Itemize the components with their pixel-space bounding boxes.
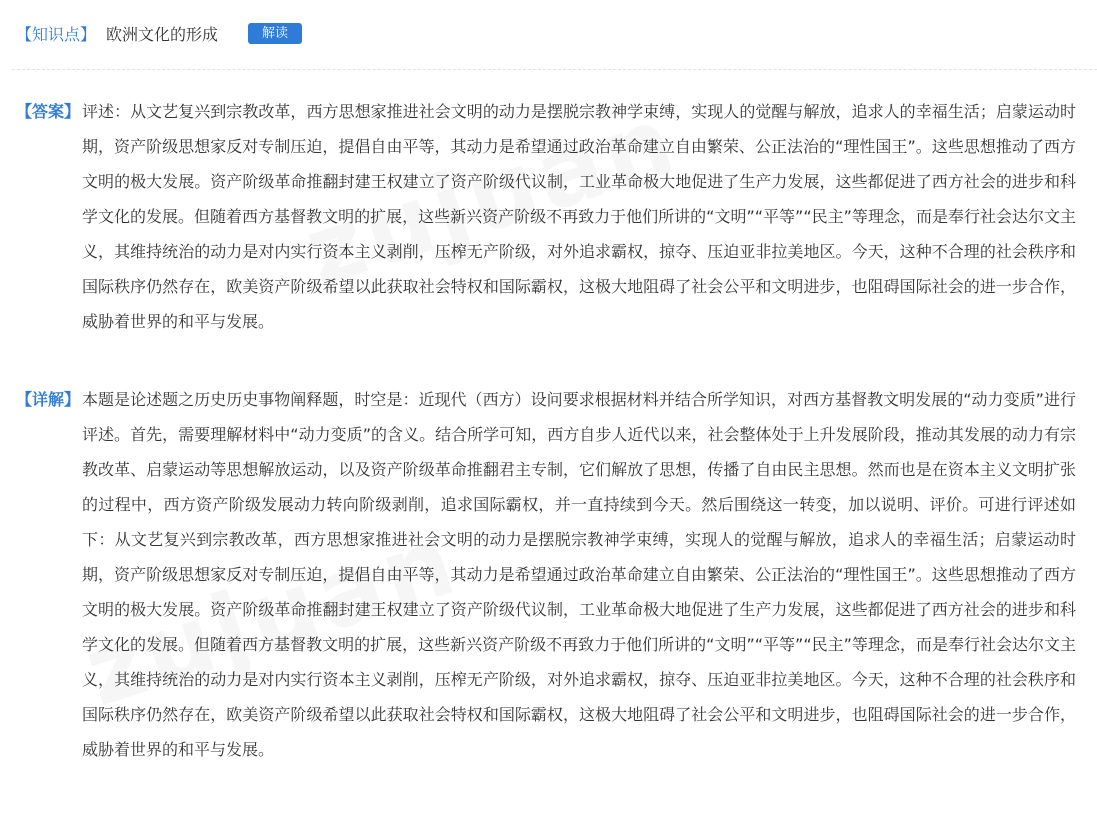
divider (12, 69, 1097, 70)
knowledge-point-tag: 【知识点】 (16, 24, 97, 44)
answer-section (16, 94, 1076, 339)
knowledge-point-link[interactable]: 欧洲文化的形成 (106, 24, 219, 44)
interpret-button[interactable]: 解读 (248, 23, 302, 44)
explanation-text: 本题是论述题之历史历史事物阐释题，时空是：近现代（西方）设问要求根据材料并结合所学知识，对西方基督教文明发展的“动力变质”进行评述。首先，需要理解材料中“动力变质”的含义。结合所学可知，西方自步人近代以来，社会整体处于上升发展阶段，推动其发展的动力有宗教改革、启蒙运动等思想解放运动，以及资产阶级革命推翻君主专制，它们解放了思想，传播了自由民主思想。然而也是在资本主义文明扩张的过程中，西方资产阶级发展动力转向阶级剥削，追求国际霸权，并一直持续到今天。然后围绕这一转变，加以说明、评价。可进行评述如下：从文艺复兴到宗教改革，西方思想家推进社会文明的动力是摆脱宗教神学束缚，实现人的觉醒与解放，追求人的幸福生活；启蒙运动时期，资产阶级思想家反对专制压迫，提倡自由平等，其动力是希望通过政治革命建立自由繁荣、公正法治的“理性国王”。这些思想推动了西方文明的极大发展。资产阶级革命推翻封建王权建立了资产阶级代议制，工业革命极大地促进了生产力发展，这些都促进了西方社会的进步和科学文化的发展。但随着西方基督教文明的扩展，这些新兴资产阶级不再致力于他们所讲的“文明”“平等”“民主”等理念，而是奉行社会达尔文主义，其维持统治的动力是对内实行资本主义剥削，压榨无产阶级，对外追求霸权，掠夺、压迫亚非拉美地区。今天，这种不合理的社会秩序和国际秩序仍然存在，欧美资产阶级希望以此获取社会特权和国际霸权，这极大地阻碍了社会公平和文明进步，也阻碍国际社会的进一步合作，威胁着世界的和平与发展。 (82, 390, 1076, 759)
answer-text: 评述：从文艺复兴到宗教改革，西方思想家推进社会文明的动力是摆脱宗教神学束缚，实现人的觉醒与解放，追求人的幸福生活；启蒙运动时期，资产阶级思想家反对专制压迫，提倡自由平等，其动力是希望通过政治革命建立自由繁荣、公正法治的“理性国王”。这些思想推动了西方文明的极大发展。资产阶级革命推翻封建王权建立了资产阶级代议制，工业革命极大地促进了生产力发展，这些都促进了西方社会的进步和科学文化的发展。但随着西方基督教文明的扩展，这些新兴资产阶级不再致力于他们所讲的“文明”“平等”“民主”等理念，而是奉行社会达尔文主义，其维持统治的动力是对内实行资本主义剥削，压榨无产阶级，对外追求霸权，掠夺、压迫亚非拉美地区。今天，这种不合理的社会秩序和国际秩序仍然存在，欧美资产阶级希望以此获取社会特权和国际霸权，这极大地阻碍了社会公平和文明进步，也阻碍国际社会的进一步合作，威胁着世界的和平与发展。 (82, 102, 1076, 331)
answer-tag: 【答案】 (16, 102, 81, 121)
explanation-section (16, 382, 1076, 767)
explanation-tag: 【详解】 (16, 390, 81, 409)
knowledge-point-row (16, 20, 302, 46)
